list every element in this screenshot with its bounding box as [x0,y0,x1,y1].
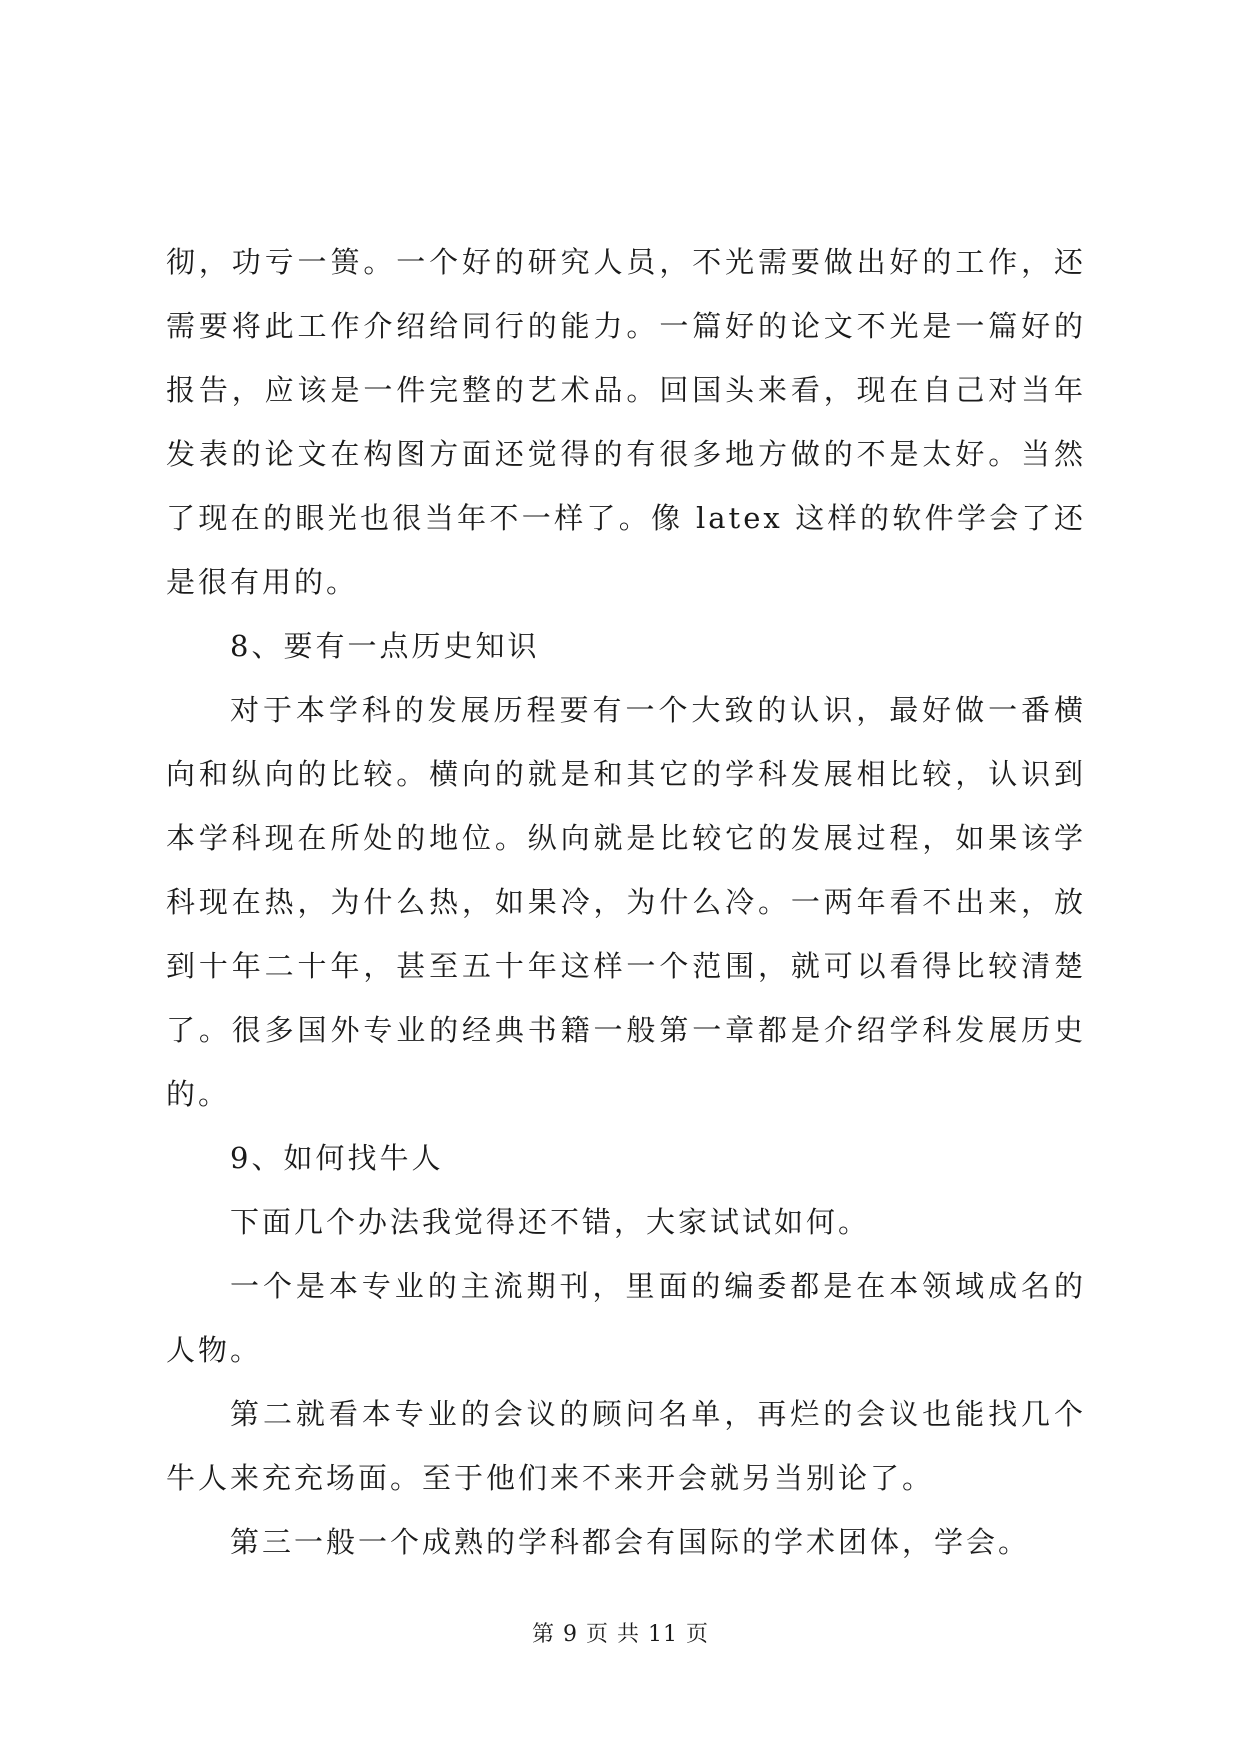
paragraph-methods-intro: 下面几个办法我觉得还不错，大家试试如何。 [230,1205,871,1239]
paragraph-history: 对于本学科的发展历程要有一个大致的认识，最好做一番横向和纵向的比较。横向的就是和其它的学科发展相比较，认识到本学科现在所处的地位。纵向就是比较它的发展过程，如果该学科现在热，为什么热，如果冷，为什么冷。一两年看不出来，放到十年二十年，甚至五十年这样一个范围，就可以看得比较清楚了。很多国外专业的经典书籍一般第一章都是介绍学科发展历史的。 [166,693,1086,1111]
section-heading-find-experts: 9、如何找牛人 [230,1141,444,1175]
page-number-footer: 第 9 页 共 11 页 [532,1622,709,1647]
paragraph-method-conferences: 第二就看本专业的会议的顾问名单，再烂的会议也能找几个牛人来充充场面。至于他们来不来开会就另当别论了。 [166,1397,1086,1495]
paragraph-method-journals: 一个是本专业的主流期刊，里面的编委都是在本领域成名的人物。 [166,1269,1086,1367]
section-heading-history: 8、要有一点历史知识 [230,629,540,663]
paragraph-continuation: 彻，功亏一篑。一个好的研究人员，不光需要做出好的工作，还需要将此工作介绍给同行的能力。一篇好的论文不光是一篇好的报告，应该是一件完整的艺术品。回国头来看，现在自己对当年发表的论文在构图方面还觉得的有很多地方做的不是太好。当然了现在的眼光也很当年不一样了。像 latex 这样的软件学会了还是很有用的。 [166,245,1086,599]
paragraph-method-societies: 第三一般一个成熟的学科都会有国际的学术团体，学会。 [230,1525,1031,1559]
document-body [166,230,1086,1574]
